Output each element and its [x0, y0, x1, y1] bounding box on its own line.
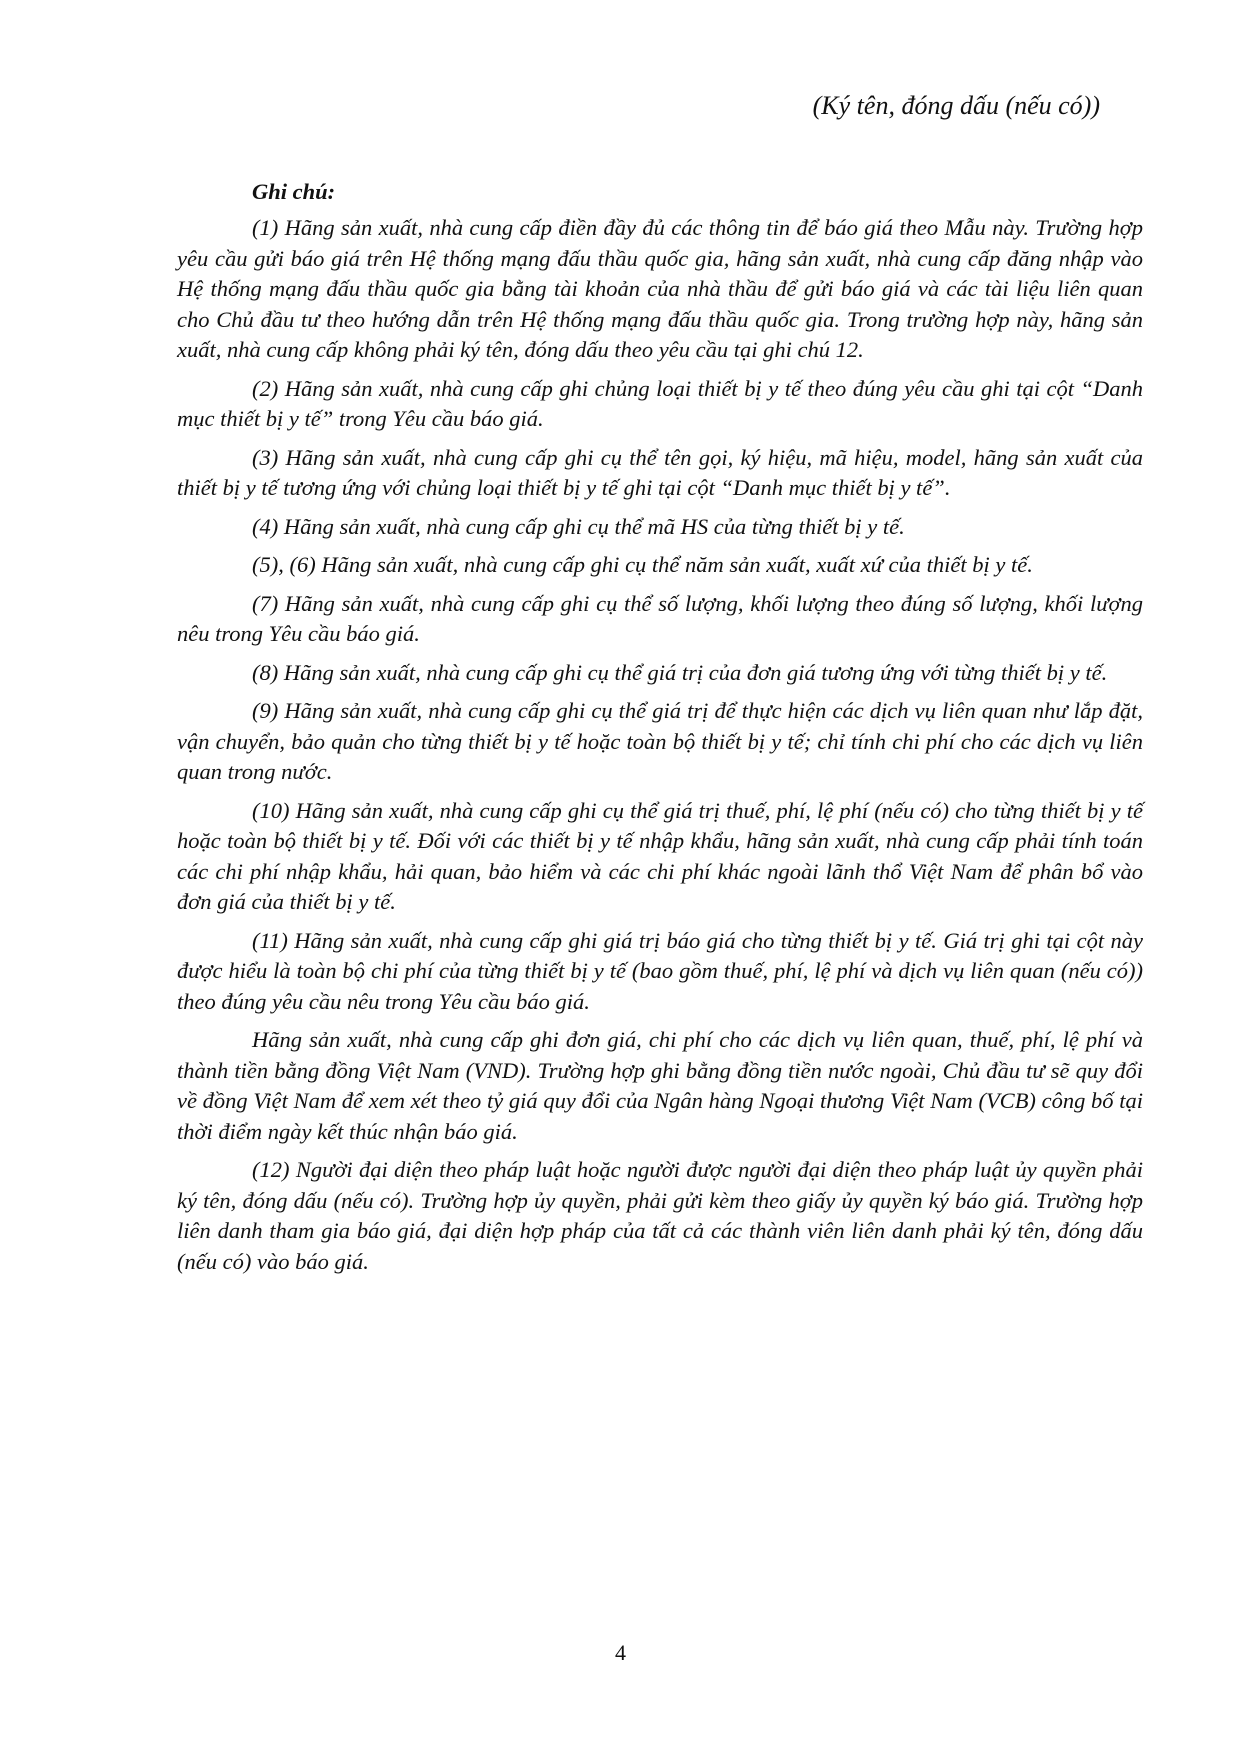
note-2: (2) Hãng sản xuất, nhà cung cấp ghi chủng loại thiết bị y tế theo đúng yêu cầu ghi tại cột “Danh mục thiết bị y tế” trong Yêu cầu báo giá.: [177, 375, 1143, 431]
note-8: (8) Hãng sản xuất, nhà cung cấp ghi cụ thể giá trị của đơn giá tương ứng với từng thiết bị y tế.: [252, 659, 1108, 685]
note-7: (7) Hãng sản xuất, nhà cung cấp ghi cụ thể số lượng, khối lượng theo đúng số lượng, khối lượng nêu trong Yêu cầu báo giá.: [177, 590, 1143, 646]
note-1: (1) Hãng sản xuất, nhà cung cấp điền đầy đủ các thông tin để báo giá theo Mẫu này. Trường hợp yêu cầu gửi báo giá trên Hệ thống mạng đấu thầu quốc gia, hãng sản xuất, nhà cung cấp đăng nhập vào Hệ thống mạng đấu thầu quốc gia bằng tài khoản của nhà thầu để gửi báo giá và các tài liệu liên quan cho Chủ đầu tư theo hướng dẫn trên Hệ thống mạng đấu thầu quốc gia. Trong trường hợp này, hãng sản xuất, nhà cung cấp không phải ký tên, đóng dấu theo yêu cầu tại ghi chú 12.: [177, 215, 1143, 362]
note-5-6: (5), (6) Hãng sản xuất, nhà cung cấp ghi cụ thể năm sản xuất, xuất xứ của thiết bị y tế.: [252, 552, 1033, 577]
note-11: (11) Hãng sản xuất, nhà cung cấp ghi giá trị báo giá cho từng thiết bị y tế. Giá trị ghi tại cột này được hiểu là toàn bộ chi phí của từng thiết bị y tế (bao gồm thuế, phí, lệ phí và dịch vụ liên quan (nếu có)) theo đúng yêu cầu nêu trong Yêu cầu báo giá.: [177, 927, 1143, 1014]
note-3: (3) Hãng sản xuất, nhà cung cấp ghi cụ thể tên gọi, ký hiệu, mã hiệu, model, hãng sản xuất của thiết bị y tế tương ứng với chủng loại thiết bị y tế ghi tại cột “Danh mục thiết bị y tế”.: [177, 444, 1143, 500]
note-currency: Hãng sản xuất, nhà cung cấp ghi đơn giá, chi phí cho các dịch vụ liên quan, thuế, phí, lệ phí và thành tiền bằng đồng Việt Nam (VND). Trường hợp ghi bằng đồng tiền nước ngoài, Chủ đầu tư sẽ quy đổi về đồng Việt Nam để xem xét theo tỷ giá quy đổi của Ngân hàng Ngoại thương Việt Nam (VCB) công bố tại thời điểm ngày kết thúc nhận báo giá.: [177, 1027, 1143, 1144]
note-10: (10) Hãng sản xuất, nhà cung cấp ghi cụ thể giá trị thuế, phí, lệ phí (nếu có) cho từng thiết bị y tế hoặc toàn bộ thiết bị y tế. Đối với các thiết bị y tế nhập khẩu, hãng sản xuất, nhà cung cấp phải tính toán các chi phí nhập khẩu, hải quan, bảo hiểm và các chi phí khác ngoài lãnh thổ Việt Nam để phân bổ vào đơn giá của thiết bị y tế.: [177, 797, 1143, 914]
notes-title: Ghi chú:: [252, 179, 336, 204]
signature-instruction: (Ký tên, đóng dấu (nếu có)): [812, 91, 1100, 120]
notes-section: [177, 177, 1143, 1285]
note-4: (4) Hãng sản xuất, nhà cung cấp ghi cụ thể mã HS của từng thiết bị y tế.: [252, 513, 905, 539]
note-12: (12) Người đại diện theo pháp luật hoặc người được người đại diện theo pháp luật ủy quyền phải ký tên, đóng dấu (nếu có). Trường hợp ủy quyền, phải gửi kèm theo giấy ủy quyền ký báo giá. Trường hợp liên danh tham gia báo giá, đại diện hợp pháp của tất cả các thành viên liên danh phải ký tên, đóng dấu (nếu có) vào báo giá.: [177, 1157, 1143, 1274]
note-9: (9) Hãng sản xuất, nhà cung cấp ghi cụ thể giá trị để thực hiện các dịch vụ liên quan như lắp đặt, vận chuyển, bảo quản cho từng thiết bị y tế hoặc toàn bộ thiết bị y tế; chỉ tính chi phí cho các dịch vụ liên quan trong nước.: [177, 698, 1143, 784]
page-number: 4: [615, 1640, 626, 1665]
